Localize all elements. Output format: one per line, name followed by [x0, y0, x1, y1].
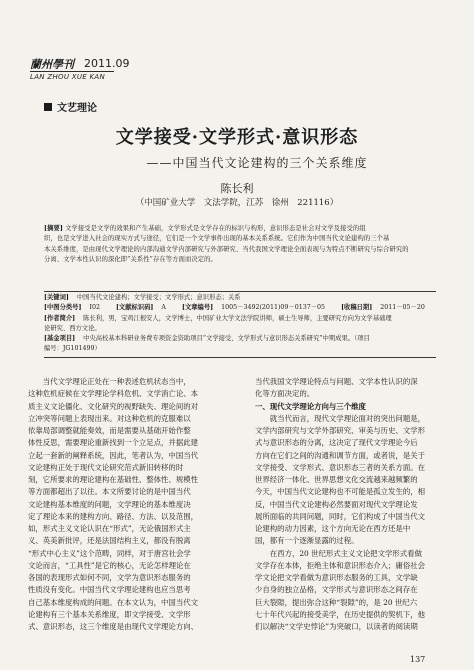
abstract-line: 分离、文学本性认识的深化即“关系性”存在等方面而决定的。: [44, 255, 217, 263]
journal-name-en: LAN ZHOU XUE KAN: [30, 73, 106, 81]
bio-line: 论研究、西方文论。: [44, 324, 101, 332]
body-line: 如，形式主义文论认识在“形式”，无论俄国形式主: [28, 524, 191, 533]
abstract-line: [摘要] 文学接受是文学的效果和产生基础，文学形式是文学存在的标识与构形，意识形态是社会对文学及接受的组: [44, 225, 366, 232]
body-line: 式与意识形态的分离，这决定了现代文学理论今后: [255, 438, 418, 448]
body-line: 定了理论本来的建构方向、路径、方法、以及范围，: [28, 511, 198, 521]
body-line: 义、英美新批评，还是法国结构主义，都没有脱离: [28, 536, 191, 546]
body-line: 等方面都超出了以往。本文所要讨论的是中国当代: [28, 487, 191, 497]
bio-line: 陈长利，男，宝鸡江根安人，文学博士，中国矿业大学文法学院讲师，硕士生导师，主要研究方向为文学基础理: [83, 314, 392, 322]
fund-label: [基金项目]: [44, 335, 76, 343]
bio-row-cont: [44, 324, 436, 334]
body-line: 展所面临的共同问题，同时，它们构成了中国当代文: [255, 511, 425, 521]
body-line: 学文论把文学看做为意识形态服务的工具，文学缺: [255, 573, 418, 582]
header-rule: [30, 71, 114, 72]
body-line: 就当代而言，现代文学理论面对的突出问题是，: [255, 413, 425, 423]
clc-label: [中图分类号]: [44, 304, 82, 312]
body-line: 立起一套新的阐释系统，因此，笔者认为，中国当代: [28, 450, 198, 460]
body-line: 质主义文论僵化、文化研究的视野缺失、理论间的对: [28, 401, 198, 411]
section-heading: [44, 99, 97, 114]
classification-row: [44, 303, 436, 313]
meta-top-rule: [44, 291, 436, 292]
body-line: 论建构有三个基本关系维度，即文学接受、文学形: [28, 609, 191, 619]
body-line: 今天，中国当代文论建构也不可能是孤立发生的，相: [255, 487, 425, 497]
bio-label: [作者简介]: [44, 314, 76, 322]
body-line: 化等方面决定的。: [255, 389, 315, 399]
body-line: 体性反思，需要理论重新找到一个立足点，并据此建: [28, 438, 198, 448]
body-line: 世界经济一体化、世界思想文化交流越来越频繁的: [255, 475, 418, 484]
body-line: 刻，它所要求的理论建构在基础性、整体性、规模性: [28, 475, 198, 484]
abstract-line: 织，也是文学进入社会的现实方式与途径，它们是一个文学事件出现的基本关系系统。它们作为中国当代文论建构的三个基: [44, 235, 390, 243]
fund-row: [44, 334, 436, 344]
doc-code-label: [文献标识码]: [115, 304, 154, 312]
body-column-right: [255, 376, 443, 633]
body-line: 方向在它们之间的沟通和调节方面，或者说，是关于: [255, 450, 425, 460]
author-affiliation: （中国矿业大学 文法学院，江苏 徐州 221116）: [135, 198, 339, 208]
journal-issue: 2011.09: [84, 57, 130, 70]
body-line: 当代我国文学理论特点与问题、文学本性认识的深: [255, 377, 418, 386]
meta-bottom-rule: [44, 357, 436, 358]
received-label: [收稿日期]: [341, 304, 373, 312]
received-value: 2011－05－20: [380, 304, 425, 312]
article-metadata: [44, 293, 436, 355]
body-line: 立冲突等问题上表现出来。对这种危机的克服难以: [28, 413, 191, 423]
body-line: 巨大裂隙，提出弥合这种“裂隙”的，是 20 世纪六: [255, 597, 418, 607]
body-line: 式、意识形态，这三个维度是由现代文学理论方向、: [28, 622, 198, 631]
body-line: 文学存在本体，拒绝主体和意识形态介入；庸俗社会: [255, 560, 425, 570]
article-author: 陈长利: [220, 182, 254, 195]
body-line: 七十年代兴起的接受美学，在历史提供的契机下，他: [255, 609, 425, 619]
article-title: 文学接受·文学形式·意识形态: [115, 127, 359, 148]
doc-code-value: A: [161, 304, 166, 312]
article-no-label: [文章编号]: [181, 304, 214, 312]
body-line: 们以解决“文学史悖论”为突破口，以读者的阅读期: [255, 622, 418, 631]
article-subtitle: ——中国当代文论建构的三个关系维度: [146, 156, 368, 170]
body-line: 文论而言，“工具性”是它的核心，无论怎样理论在: [28, 560, 191, 570]
body-line: 性质没有变化。中国当代文学理论建构也应当思考: [28, 585, 191, 595]
abstract: [44, 224, 436, 265]
body-column-left: [28, 376, 216, 633]
body-line: “形式中心主义”这个范畴，同样，对于唐宫社会学: [28, 548, 191, 558]
body-line: 这种危机症候在文学理论学科危机、文学消亡论、本: [28, 389, 198, 399]
body-line: 论建构的动力因素，这个方向无论在西方还是中: [255, 524, 411, 533]
body-line: 文论建构基本维度的问题，文学理论的基本维度决: [28, 499, 191, 509]
abstract-line: 本关系维度，是由现代文学理论的内部沟通文学内部研究与外部研究、当代我国文学理论全面表现与为特点不断研究与综合研究的: [44, 245, 409, 253]
section-label: 文艺理论: [57, 103, 97, 114]
body-line: 国，都有一个逐渐显露的过程。: [255, 536, 359, 546]
body-line: 自己基本维度构成的问题。在本文认为，中国当代文: [28, 597, 198, 607]
article-no-value: 1005－3492(2011)09－0137－05: [221, 304, 326, 312]
body-line: 依靠局部调整就能奏效，而是需要从基础开始作整: [28, 426, 191, 435]
journal-name: 蘭州學刊: [30, 58, 74, 71]
abstract-label: [摘要]: [44, 225, 63, 232]
body-line: 文学内部研究与文学外部研究、审美与历史、文学形: [255, 426, 425, 435]
page-number: 137: [410, 655, 426, 664]
black-square-icon: [44, 103, 52, 111]
body-line: 在西方，20 世纪形式主义文论把文学形式看做: [255, 548, 422, 558]
keywords-label: [关键词]: [44, 294, 69, 301]
section-subheading: 一、现代文学理论方向与三个维度: [255, 401, 366, 411]
fund-row-cont: [44, 344, 436, 354]
bio-row: [44, 314, 436, 324]
body-line: 文论建构正处于现代文论研究范式新旧转移的时: [28, 462, 184, 472]
body-line: 文学接受、文学形式、意识形态三者的关系方面。在: [255, 462, 425, 472]
body-line: 各国的表现形式如何不同，文学为意识形态服务的: [28, 573, 191, 582]
body-line: 反，中国当代文论建构必然要面对现代文学理论发: [255, 499, 418, 509]
fund-line: 中央高校基本科研业务费专项资金资助项目“文学接受、文学形式与意识形态关系研究”中期成果。（项目: [83, 335, 370, 343]
fund-line: 编号：JG101499）: [44, 345, 101, 353]
body-line: 少自身的独立品格，文学形式与意识形态之间存在: [255, 585, 418, 595]
keywords-row: [44, 293, 436, 303]
body-line: 当代文学理论正处在一种表述危机状态当中，: [28, 377, 191, 386]
keywords: 中国当代文论建构；文学接受；文学形式；意识形态；关系: [76, 294, 241, 301]
clc-value: I02: [89, 304, 100, 312]
